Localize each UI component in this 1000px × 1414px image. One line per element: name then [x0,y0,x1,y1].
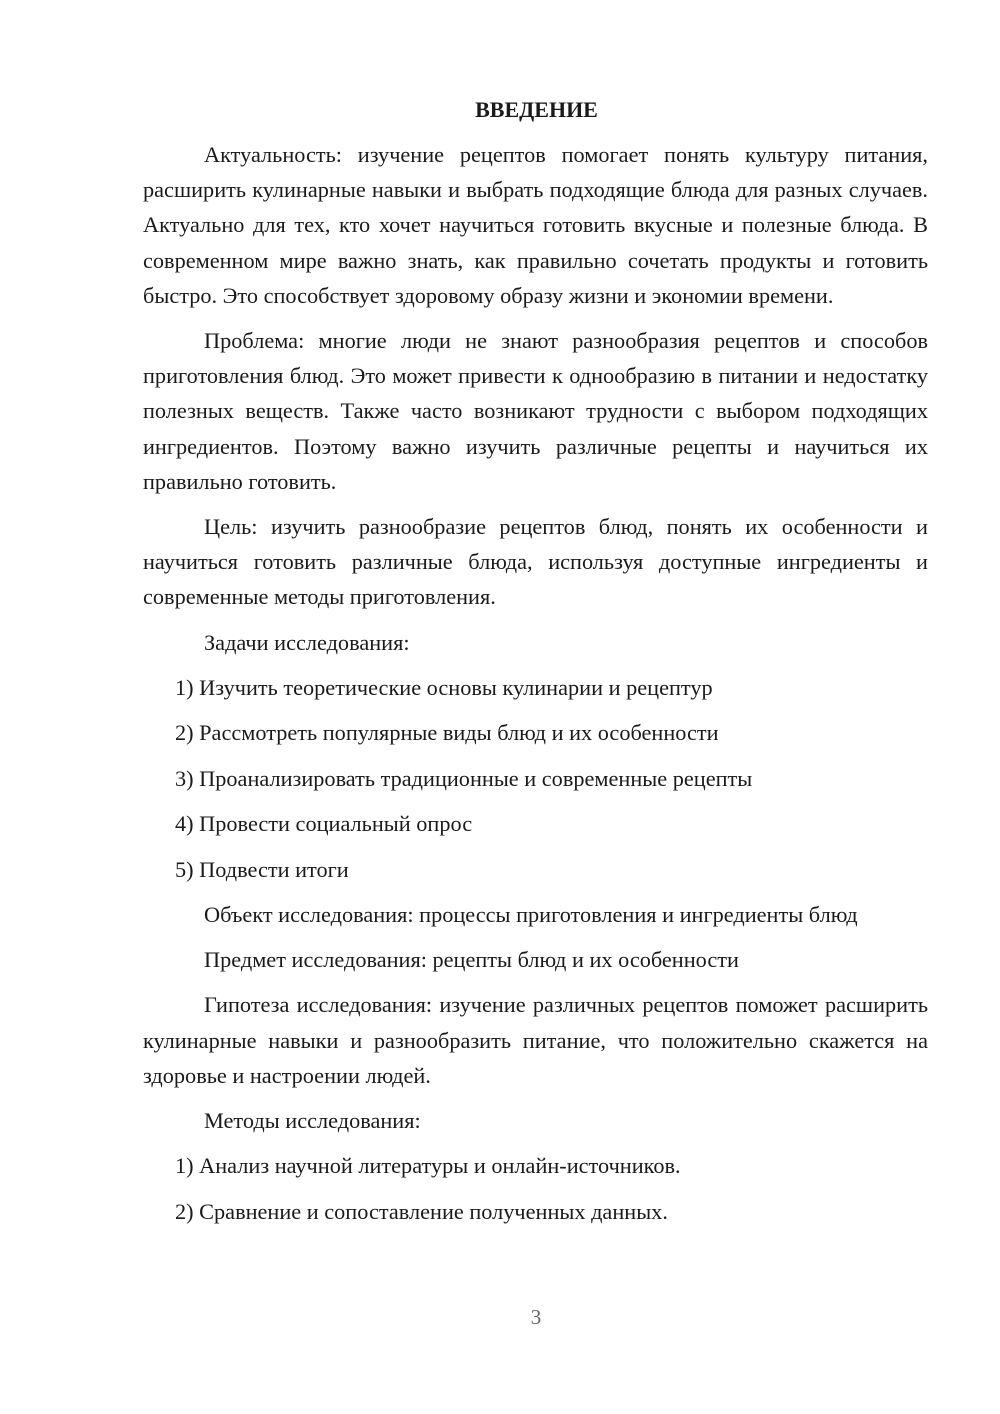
methods-heading: Методы исследования: [204,1108,421,1133]
problem-paragraph: Проблема: многие люди не знают разнообразия рецептов и способов приготовления блюд. Это может привести к однообразию в питании и недостатку полезных веществ. Также часто возникают трудности с выбором подходящих ингредиентов. Поэтому важно изучить различные рецепты и научиться их правильно готовить. [143,328,928,494]
page-title: ВВЕДЕНИЕ [475,97,598,122]
list-item: 4) Провести социальный опрос [175,811,473,837]
list-item: 1) Изучить теоретические основы кулинарии и рецептур [175,675,713,701]
list-item: 2) Рассмотреть популярные виды блюд и их особенности [175,720,719,746]
tasks-list [143,670,928,887]
page-number: 3 [530,1305,542,1329]
tasks-heading: Задачи исследования: [204,629,410,655]
goal-paragraph: Цель: изучить разнообразие рецептов блюд, понять их особенности и научиться готовить различные блюда, используя доступные ингредиенты и современные методы приготовления. [143,514,928,610]
list-item: 5) Подвести итоги [175,856,349,882]
relevance-paragraph: Актуальность: изучение рецептов помогает понять культуру питания, расширить кулинарные навыки и выбрать подходящие блюда для разных случаев. Актуально для тех, кто хочет научиться готовить вкусные и полезные блюда. В современном мире важно знать, как правильно сочетать продукты и готовить быстро. Это способствует здоровому образу жизни и экономии времени. [143,142,928,308]
object-paragraph: Объект исследования: процессы приготовления и ингредиенты блюд [204,901,858,927]
document-body [143,92,928,1229]
subject-paragraph: Предмет исследования: рецепты блюд и их особенности [204,947,739,973]
methods-list [143,1148,928,1229]
list-item: 3) Проанализировать традиционные и современные рецепты [175,765,753,791]
hypothesis-paragraph: Гипотеза исследования: изучение различных рецептов поможет расширить кулинарные навыки и разнообразить питание, что положительно скажется на здоровье и настроении людей. [143,992,928,1088]
list-item: 1) Анализ научной литературы и онлайн-источников. [175,1153,681,1179]
list-item: 2) Сравнение и сопоставление полученных данных. [175,1198,668,1224]
